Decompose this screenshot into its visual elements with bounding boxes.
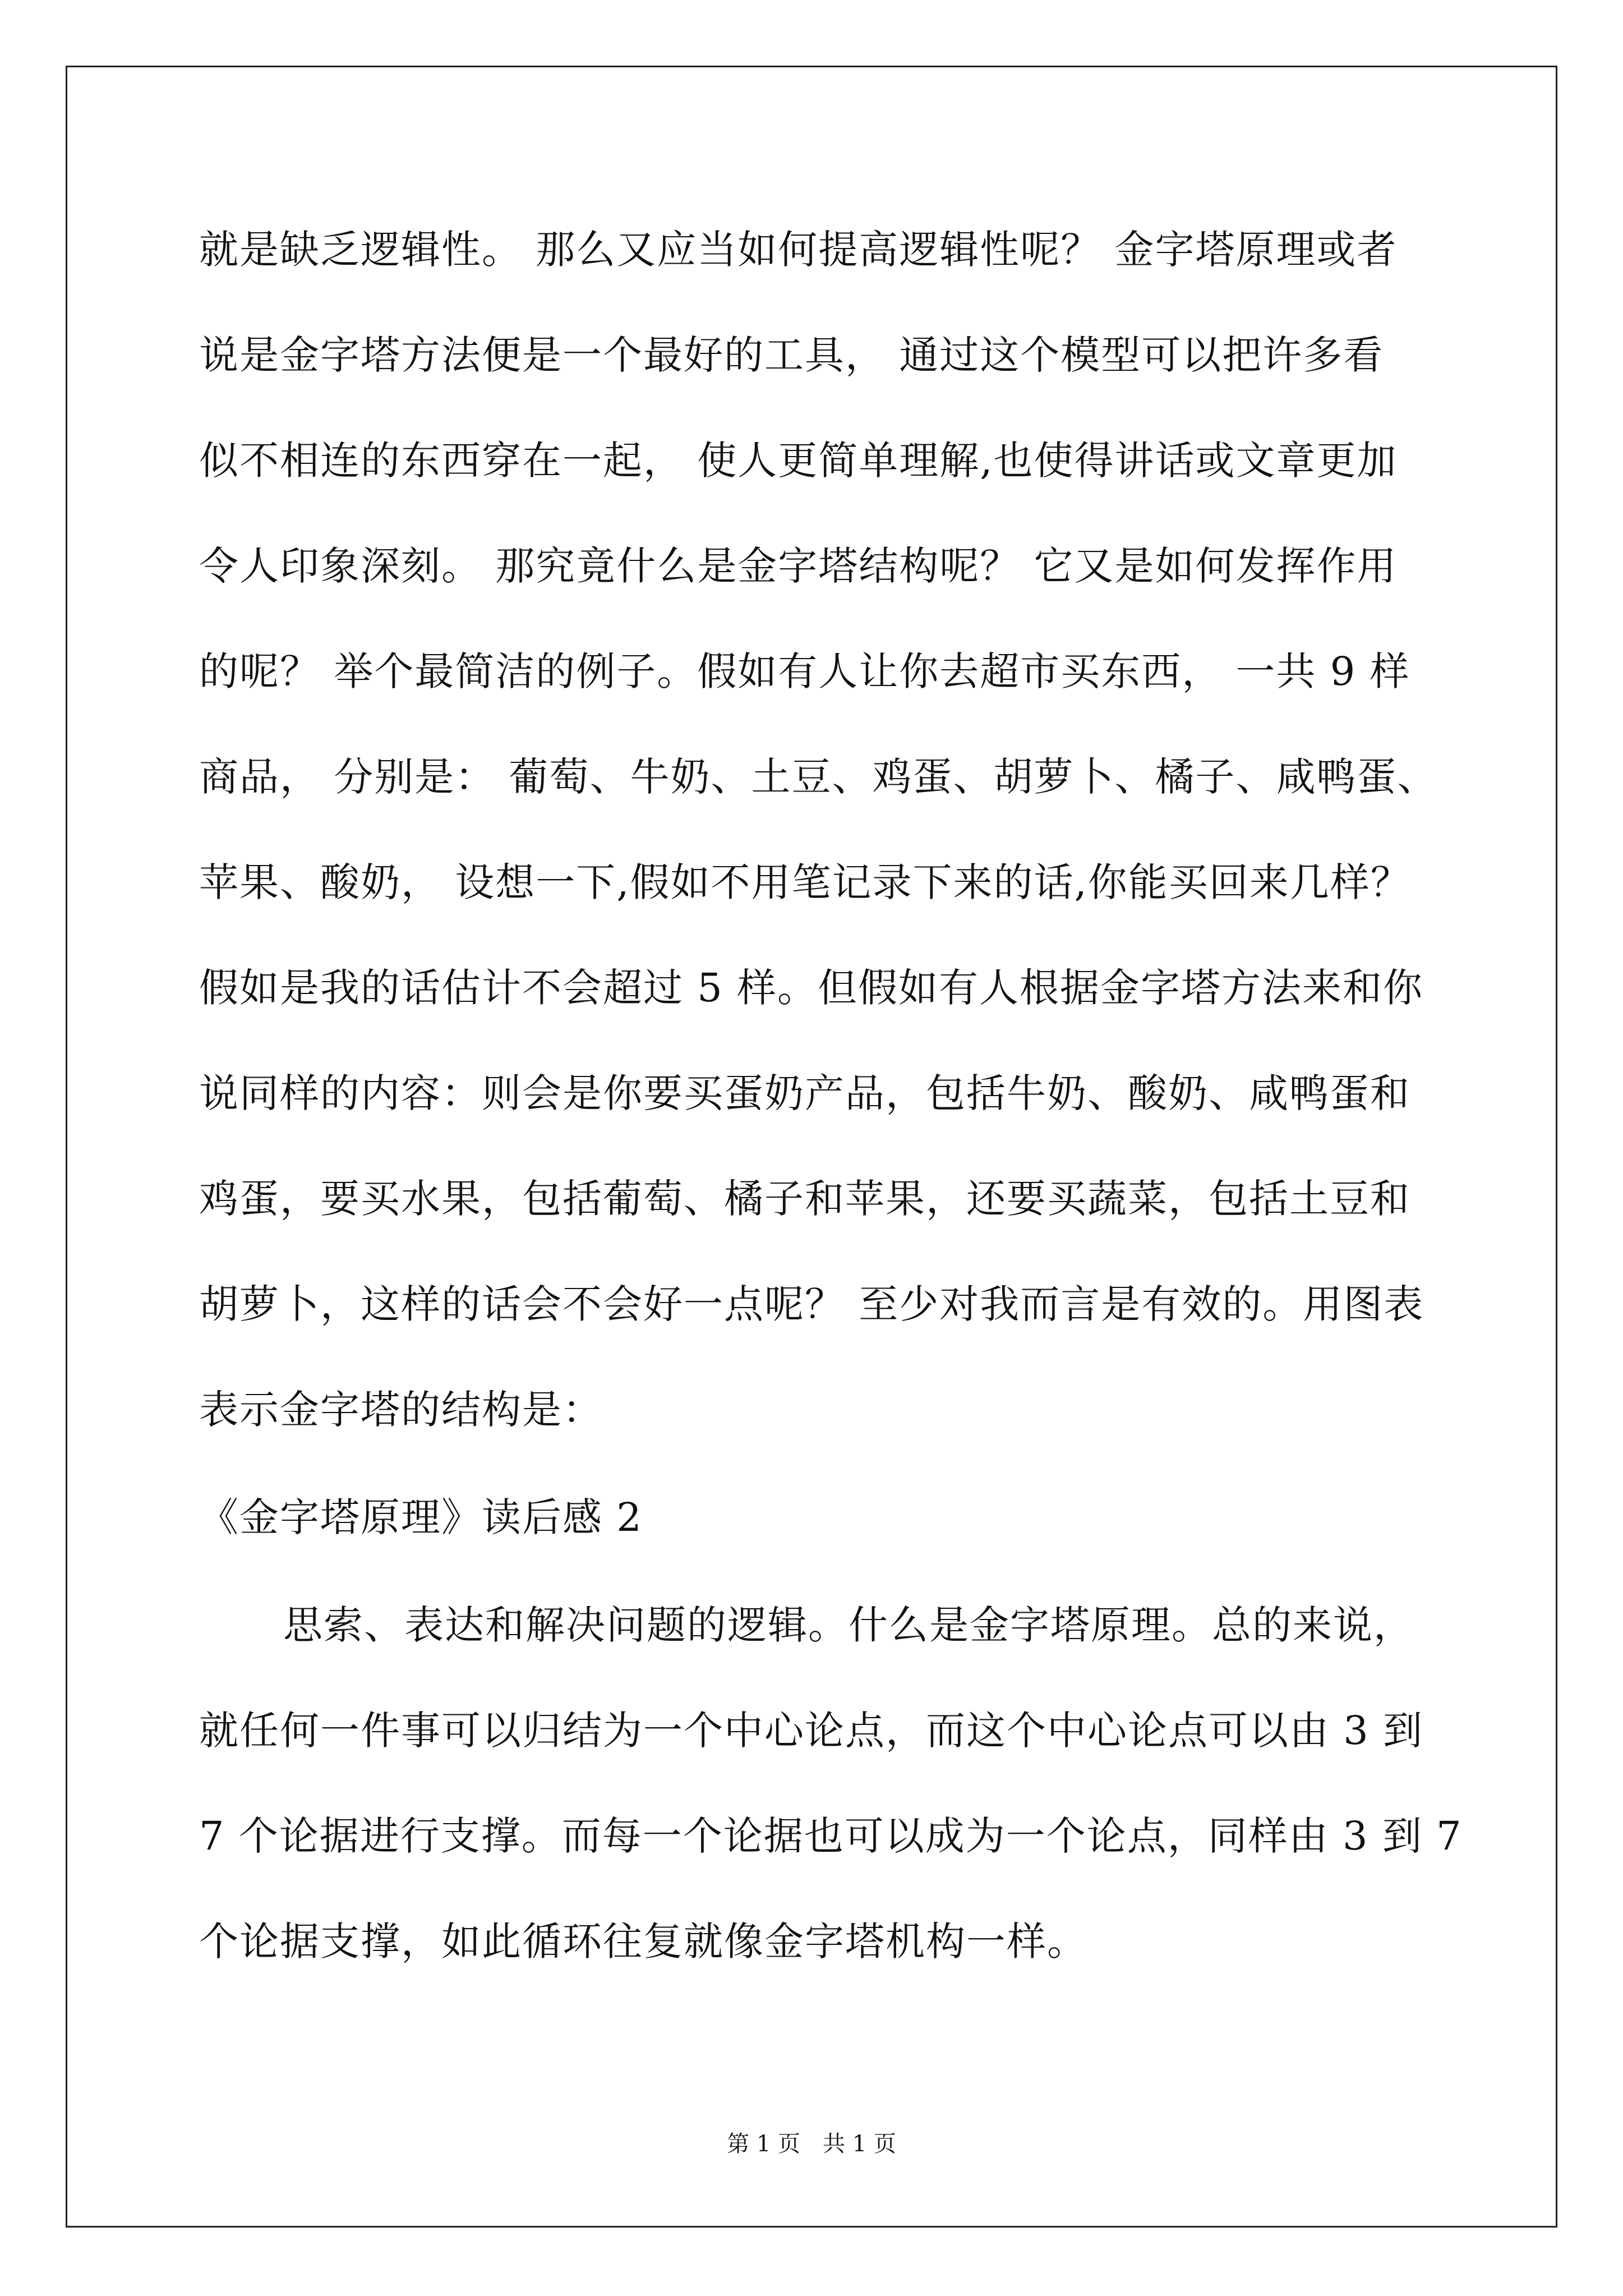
body-line: 说同样的内容：则会是你要买蛋奶产品，包括牛奶、酸奶、咸鸭蛋和 [199, 1070, 1410, 1116]
body-line: 思索、表达和解决问题的逻辑。什么是金字塔原理。总的来说， [283, 1602, 1414, 1648]
body-line: 表示金字塔的结构是： [199, 1387, 603, 1433]
body-line: 假如是我的话估计不会超过 5 样。但假如有人根据金字塔方法来和你 [199, 965, 1424, 1011]
body-line: 鸡蛋，要买水果，包括葡萄、橘子和苹果，还要买蔬菜，包括土豆和 [199, 1176, 1410, 1222]
section-title: 《金字塔原理》读后感 2 [199, 1494, 643, 1540]
body-line: 的呢？ 举个最简洁的例子。假如有人让你去超市买东西， 一共 9 样 [199, 648, 1410, 694]
page-footer: 第 1 页 共 1 页 [727, 2131, 896, 2157]
body-line: 说是金字塔方法便是一个最好的工具， 通过这个模型可以把许多看 [199, 332, 1384, 378]
body-line: 就任何一件事可以归结为一个中心论点，而这个中心论点可以由 3 到 [199, 1708, 1424, 1754]
body-line: 胡萝卜，这样的话会不会好一点呢？ 至少对我而言是有效的。用图表 [199, 1281, 1424, 1327]
body-line: 苹果、酸奶， 设想一下,假如不用笔记录下来的话,你能买回来几样？ [199, 859, 1411, 905]
body-line: 就是缺乏逻辑性。 那么又应当如何提高逻辑性呢？ 金字塔原理或者 [199, 227, 1398, 273]
body-line: 7 个论据进行支撑。而每一个论据也可以成为一个论点，同样由 3 到 7 [199, 1813, 1463, 1859]
body-line: 商品， 分别是： 葡萄、牛奶、土豆、鸡蛋、胡萝卜、橘子、咸鸭蛋、 [199, 754, 1438, 800]
body-line: 令人印象深刻。 那究竟什么是金字塔结构呢？ 它又是如何发挥作用 [199, 543, 1398, 589]
page-border [66, 66, 1557, 2228]
body-line: 似不相连的东西穿在一起， 使人更简单理解,也使得讲话或文章更加 [199, 438, 1398, 484]
body-line: 个论据支撑，如此循环往复就像金字塔机构一样。 [199, 1918, 1087, 1964]
